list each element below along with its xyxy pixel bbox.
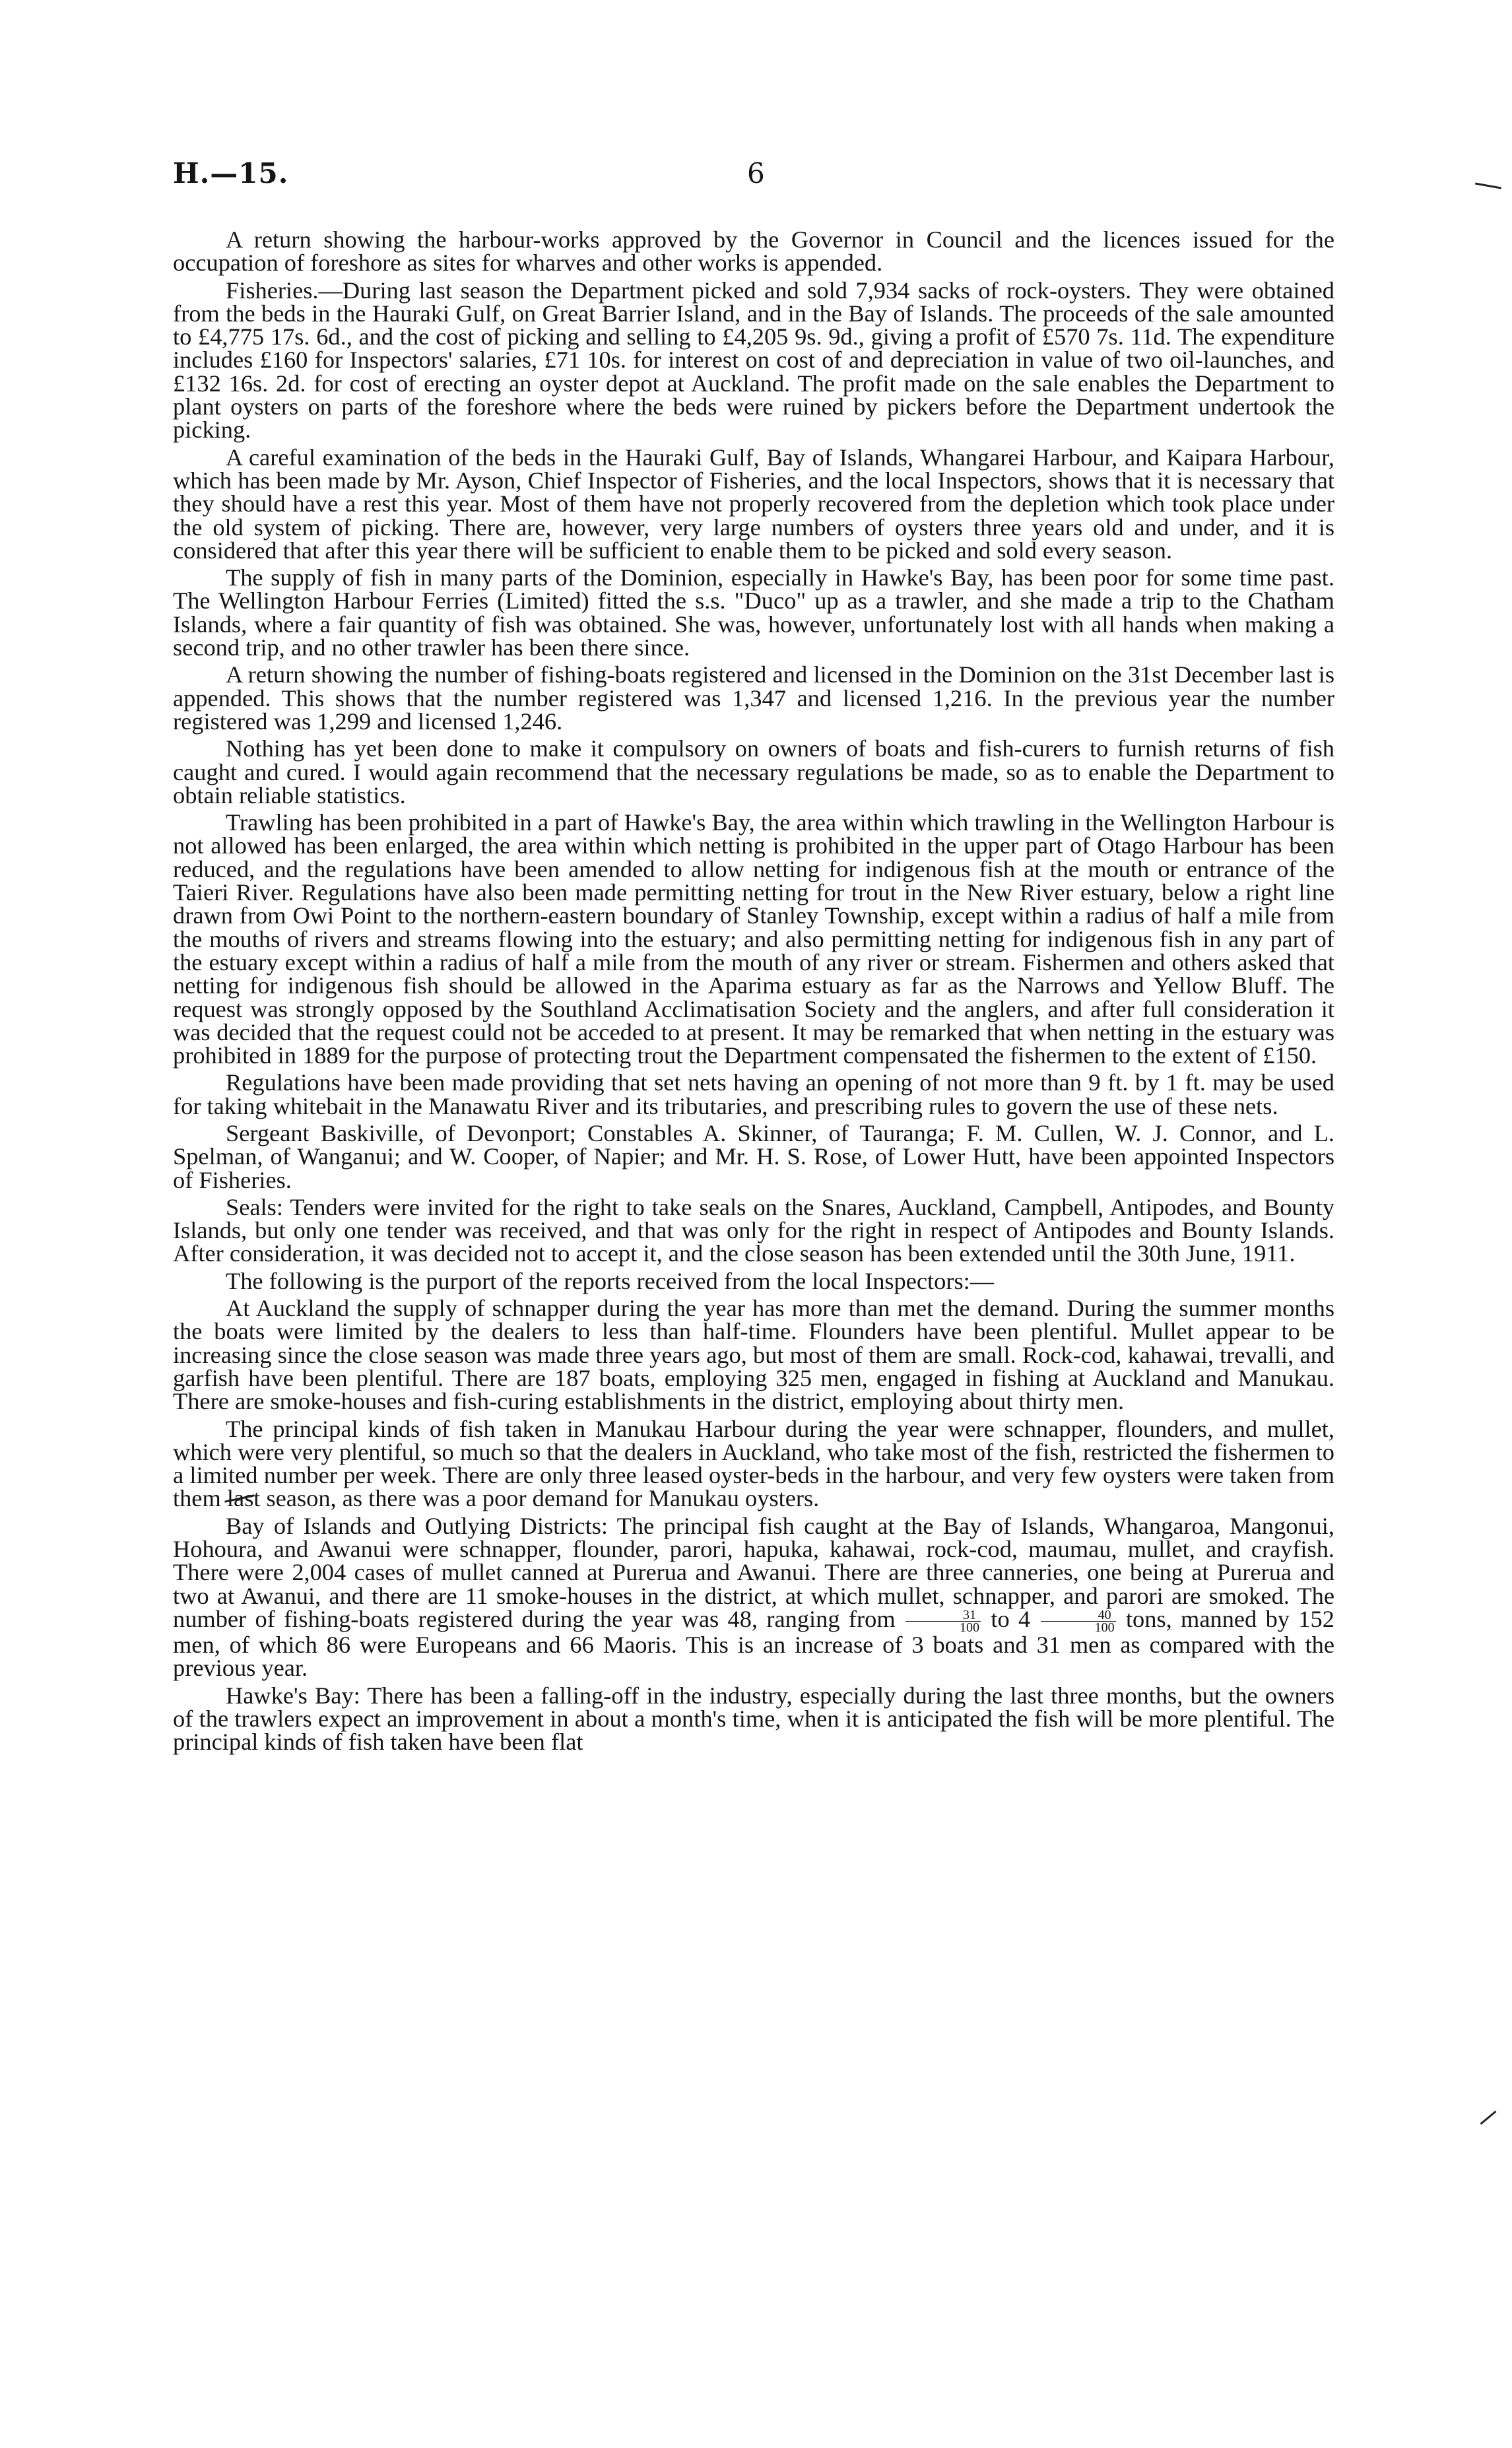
paragraph: The principal kinds of fish taken in Manukau Harbour during the year were schnapper, flounders, and mullet, which were very plentiful, so much so that the dealers in Auckland, who take most of the fish, restricted the fishermen to a limited number per week. There are only three leased oyster-beds in the harbour, and very few oysters were taken from them last season, as there was a poor demand for Manukau oysters. — [173, 1415, 1334, 1512]
paragraph: Regulations have been made providing that set nets having an opening of not more than 9 ft. by 1 ft. may be used for taking whitebait in the Manawatu River and its tributaries, and prescribing rules to govern the use of these nets. — [173, 1069, 1334, 1119]
fraction — [905, 1609, 981, 1634]
paragraph: A return showing the number of fishing-boats registered and licensed in the Dominion on the 31st December last is appended. This shows that the number registered was 1,347 and licensed 1,216. In the previous year the number registered was 1,299 and licensed 1,246. — [173, 661, 1334, 735]
paragraph: At Auckland the supply of schnapper during the year has more than met the demand. During the summer months the boats were limited by the dealers to less than half-time. Flounders have been plentiful. Mullet appear to be increasing since the close season was made three years ago, but most of them are small. Rock-cod, kahawai, trevalli, and garfish have been plentiful. There are 187 boats, employing 325 men, engaged in fishing at Auckland and Manukau. There are smoke-houses and fish-curing establishments in the district, employing about thirty men. — [173, 1295, 1334, 1415]
paragraph: A return showing the harbour-works approved by the Governor in Council and the licences issued for the occupation of foreshore as sites for wharves and other works is appended. — [173, 226, 1334, 277]
bay-text-before: Bay of Islands and Outlying Districts: The principal fish caught at the Bay of Islands, Whangaroa, Mangonui, Hohoura, and Awanui were schnapper, flounder, parori, hapuka, kahawai, rock-cod, maumau, mullet, and crayfish. There were 2,004 cases of mullet canned at Purerua and Awanui. There are three canneries, one being at Purerua and two at Awanui, and there are 11 smoke-houses in the district, at which mullet, schnapper, and parori are smoked. The number of fishing-boats registered during the year was 48, ranging from — [173, 1512, 1334, 1632]
bay-text-after: tons, manned by 152 men, of which 86 were Europeans and 66 Maoris. This is an increase of 3 boats and 31 men as compared with the previous year. — [173, 1605, 1334, 1682]
document-body — [173, 228, 1334, 1758]
fraction-numerator: 31 — [905, 1609, 981, 1622]
bay-text-middle: to 4 — [991, 1605, 1031, 1632]
paragraph: Nothing has yet been done to make it compulsory on owners of boats and fish-curers to furnish returns of fish caught and cured. I would again recommend that the necessary regulations be made, so as to enable the Department to obtain reliable statistics. — [173, 735, 1334, 809]
paragraph: The supply of fish in many parts of the Dominion, especially in Hawke's Bay, has been poor for some time past. The Wellington Harbour Ferries (Limited) fitted the s.s. "Duco" up as a trawler, and she made a trip to the Chatham Islands, where a fair quantity of fish was obtained. She was, however, unfortunately lost with all hands when making a second trip, and no other trawler has been there since. — [173, 564, 1334, 661]
paragraph: Fisheries.—During last season the Department picked and sold 7,934 sacks of rock-oysters. They were obtained from the beds in the Hauraki Gulf, on Great Barrier Island, and in the Bay of Islands. The proceeds of the sale amounted to £4,775 17s. 6d., and the cost of picking and selling to £4,205 9s. 9d., giving a profit of £570 7s. 11d. The expenditure includes £160 for Inspectors' salaries, £71 10s. for interest on cost of and depreciation in value of two oil-launches, and £132 16s. 2d. for cost of erecting an oyster depot at Auckland. The profit made on the sale enables the Department to plant oysters on parts of the foreshore where the beds were ruined by pickers before the Department undertook the picking. — [173, 277, 1334, 444]
page-number: 6 — [747, 157, 765, 189]
fraction-denominator: 100 — [1094, 1620, 1115, 1636]
document-code: H.—15. — [173, 157, 289, 189]
margin-mark — [1475, 183, 1501, 189]
fraction-denominator: 100 — [959, 1620, 979, 1636]
paragraph-bay-of-islands — [173, 1512, 1334, 1682]
paragraph: The following is the purport of the reports received from the local Inspectors:— — [226, 1267, 995, 1294]
paragraph: Sergeant Baskiville, of Devonport; Constables A. Skinner, of Tauranga; F. M. Cullen, W. J. Connor, and L. Spelman, of Wanganui; and W. Cooper, of Napier; and Mr. H. S. Rose, of Lower Hutt, have been appointed Inspectors of Fisheries. — [173, 1119, 1334, 1193]
margin-mark — [1480, 2111, 1497, 2125]
fraction-numerator: 40 — [1041, 1609, 1116, 1622]
page-header — [173, 157, 1334, 203]
paragraph: Seals: Tenders were invited for the right to take seals on the Snares, Auckland, Campbell, Antipodes, and Bounty Islands, but only one tender was received, and that was only for the right in respect of Antipodes and Bounty Islands. After consideration, it was decided not to accept it, and the close season has been extended until the 30th June, 1911. — [173, 1193, 1334, 1267]
paragraph: Trawling has been prohibited in a part of Hawke's Bay, the area within which trawling in the Wellington Harbour is not allowed has been enlarged, the area within which netting is prohibited in the upper part of Otago Harbour has been reduced, and the regulations have been amended to allow netting for indigenous fish at the mouth or entrance of the Taieri River. Regulations have also been made permitting netting for trout in the New River estuary, below a right line drawn from Owi Point to the northern-eastern boundary of Stanley Township, except within a radius of half a mile from the mouths of rivers and streams flowing into the estuary; and also permitting netting for indigenous fish in any part of the estuary except within a radius of half a mile from the mouth of any river or stream. Fishermen and others asked that netting for indigenous fish should be allowed in the Aparima estuary as far as the Narrows and Yellow Bluff. The request was strongly opposed by the Southland Acclimatisation Society and the anglers, and after full consideration it was decided that the request could not be acceded to at present. It may be remarked that when netting in the estuary was prohibited in 1889 for the purpose of protecting trout the Department compensated the fishermen to the extent of £150. — [173, 809, 1334, 1069]
fraction — [1041, 1609, 1116, 1634]
paragraph: Hawke's Bay: There has been a falling-off in the industry, especially during the last three months, but the owners of the trawlers expect an improvement in about a month's time, when it is anticipated the fish will be more plentiful. The principal kinds of fish taken have been flat — [173, 1682, 1334, 1756]
paragraph: A careful examination of the beds in the Hauraki Gulf, Bay of Islands, Whangarei Harbour, and Kaipara Harbour, which has been made by Mr. Ayson, Chief Inspector of Fisheries, and the local Inspectors, shows that it is necessary that they should have a rest this year. Most of them have not properly recovered from the depletion which took place under the old system of picking. There are, however, very large numbers of oysters three years old and under, and it is considered that after this year there will be sufficient to enable them to be picked and sold every season. — [173, 444, 1334, 564]
